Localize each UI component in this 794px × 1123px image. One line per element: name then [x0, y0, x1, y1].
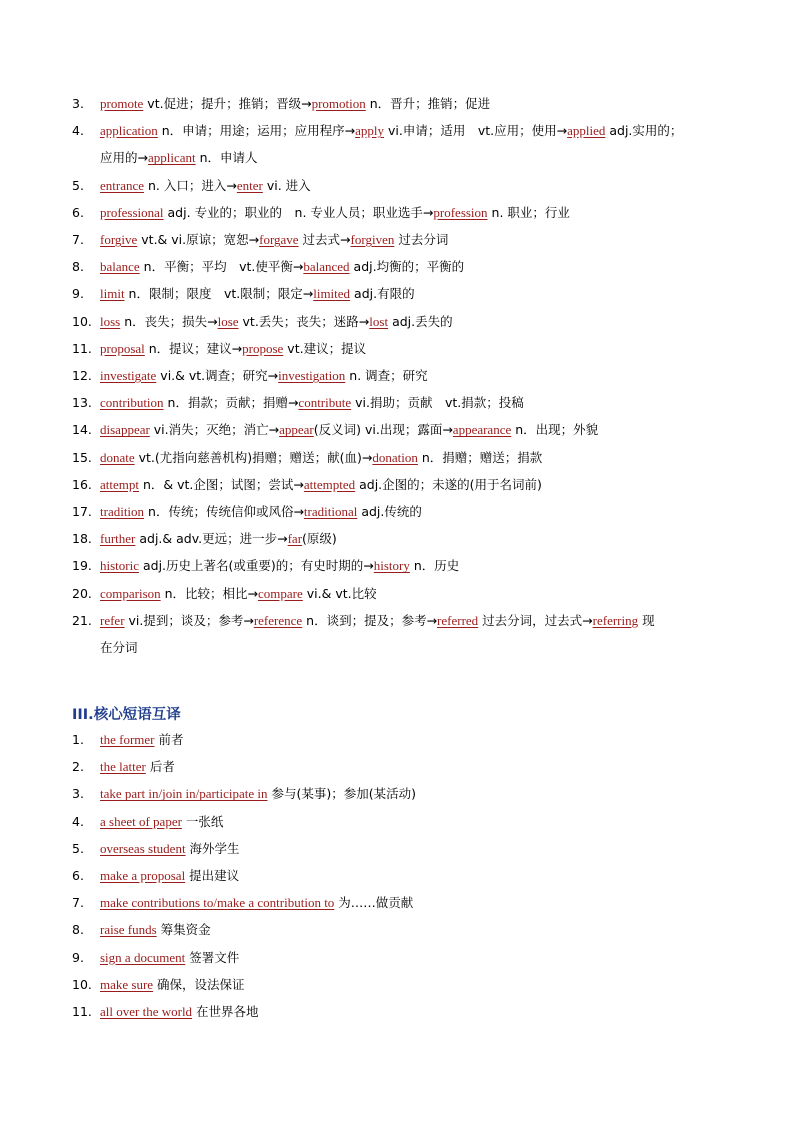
phrase-item: [72, 862, 740, 889]
item-number: 9.: [72, 286, 84, 302]
vocab-item: [72, 416, 740, 443]
definition-text: adj.历史上著名(或重要)的；有史时期的→: [139, 558, 374, 574]
vocab-item: [72, 253, 740, 280]
definition-text: n．平衡；平均 vt.使平衡→: [139, 259, 304, 275]
keyword: applicant: [147, 150, 196, 166]
keyword: donate: [100, 449, 135, 465]
phrase-english: the former: [100, 732, 155, 747]
vocab-item: [72, 117, 740, 171]
item-number: 16.: [72, 476, 92, 492]
definition-text: n．比较；相比→: [160, 585, 259, 601]
item-content: [100, 607, 740, 661]
definition-text: vt.丢失；丧失；迷路→: [238, 313, 370, 329]
section-title: III.核心短语互译: [72, 707, 181, 723]
phrase-list: [72, 726, 740, 1025]
item-number: 8.: [72, 922, 84, 938]
phrase-chinese: 后者: [145, 759, 175, 775]
phrase-item: [72, 971, 740, 998]
phrase-english: the latter: [100, 759, 146, 775]
keyword: proposal: [100, 340, 145, 356]
phrase-english: raise funds: [100, 922, 157, 938]
item-content: [100, 552, 740, 579]
item-number: 9.: [72, 949, 84, 965]
item-number: 17.: [72, 504, 92, 520]
phrase-english: all over the world: [100, 1004, 193, 1020]
phrase-item: [72, 753, 740, 780]
keyword: attempted: [303, 476, 356, 492]
phrase-item: [72, 835, 740, 862]
phrase-english: make contributions to/make a contribution to: [100, 895, 335, 911]
keyword: lost: [369, 313, 389, 329]
keyword: loss: [100, 313, 121, 329]
definition-text: vi.& vt.比较: [302, 585, 377, 601]
keyword: historic: [100, 558, 139, 574]
item-content: [100, 998, 740, 1025]
definition-text: n．历史: [409, 558, 460, 574]
keyword: far: [287, 531, 303, 547]
item-number: 3.: [72, 96, 84, 111]
definition-text: n．捐赠；赠送；捐款: [417, 449, 543, 465]
definition-text: n．申请人: [195, 150, 258, 166]
phrase-english: make a proposal: [100, 868, 186, 884]
item-content: [100, 199, 740, 226]
keyword: referring: [592, 612, 639, 628]
definition-text: n. 调查；研究: [345, 368, 428, 384]
item-number: 18.: [72, 531, 92, 547]
definition-text: n．& vt.企图；试图；尝试→: [139, 476, 304, 492]
definition-text: (反义词) vi.出现；露面→: [313, 422, 453, 438]
vocab-item: [72, 389, 740, 416]
definition-text: vi.消失；灭绝；消亡→: [149, 422, 280, 438]
keyword: compare: [258, 585, 303, 601]
item-content: [100, 362, 740, 389]
item-content: [100, 726, 740, 753]
keyword: traditional: [303, 504, 358, 520]
item-number: 5.: [72, 177, 84, 193]
definition-text: vi.捐助；贡献 vt.捐款；投稿: [351, 395, 524, 411]
item-content: [100, 580, 740, 607]
keyword: investigate: [100, 368, 157, 384]
item-number: 7.: [72, 232, 84, 248]
keyword: professional: [100, 204, 164, 220]
definition-text: n．申请；用途；运用；应用程序→: [157, 123, 356, 139]
keyword: limit: [100, 286, 125, 302]
keyword: donation: [372, 449, 418, 465]
item-number: 11.: [72, 340, 92, 356]
keyword: attempt: [100, 476, 139, 492]
definition-text: n. 职业；行业: [487, 204, 570, 220]
keyword: forgive: [100, 232, 138, 248]
vocab-item: [72, 172, 740, 199]
definition-text: 应用的→: [100, 150, 148, 166]
item-number: 6.: [72, 868, 84, 884]
item-number: 10.: [72, 976, 92, 992]
definition-text: n. 入口；进入→: [144, 177, 237, 193]
vocab-item: [72, 444, 740, 471]
definition-text: vt.& vi.原谅；宽恕→: [137, 232, 260, 248]
vocab-item: [72, 607, 740, 661]
item-number: 7.: [72, 895, 84, 911]
keyword: disappear: [100, 422, 150, 438]
item-number: 6.: [72, 204, 84, 220]
keyword: applied: [567, 123, 606, 139]
phrase-item: [72, 726, 740, 753]
item-number: 14.: [72, 422, 92, 438]
vocabulary-list: [72, 90, 740, 661]
phrase-english: overseas student: [100, 840, 186, 856]
keyword: history: [373, 558, 410, 574]
keyword: contribution: [100, 395, 164, 411]
phrase-english: make sure: [100, 976, 154, 992]
phrase-chinese: 确保，设法保证: [153, 976, 245, 992]
item-number: 4.: [72, 123, 84, 139]
item-number: 19.: [72, 558, 92, 574]
phrase-item: [72, 780, 740, 807]
phrase-chinese: 参与(某事)；参加(某活动): [267, 786, 416, 802]
phrase-english: sign a document: [100, 949, 186, 965]
keyword: propose: [242, 340, 284, 356]
phrase-item: [72, 808, 740, 835]
keyword: balanced: [303, 259, 350, 275]
definition-text: vt.建议；提议: [283, 340, 367, 356]
item-number: 13.: [72, 395, 92, 411]
definition-text: adj.有限的: [350, 286, 415, 302]
item-content: [100, 226, 740, 253]
definition-text: 过去分词，过去式→: [478, 612, 593, 628]
definition-text: adj.企图的；未遂的(用于名词前): [355, 476, 542, 492]
definition-text: n．提议；建议→: [144, 340, 243, 356]
definition-text: n．谈到；提及；参考→: [302, 612, 438, 628]
phrase-item: [72, 889, 740, 916]
vocab-item: [72, 525, 740, 552]
vocab-item: [72, 362, 740, 389]
item-content: [100, 117, 740, 171]
definition-text: vi.提到；谈及；参考→: [124, 612, 254, 628]
vocab-item: [72, 580, 740, 607]
item-content: [100, 253, 740, 280]
item-content: [100, 280, 740, 307]
definition-text: n．传统；传统信仰或风俗→: [144, 504, 304, 520]
item-number: 11.: [72, 1004, 92, 1020]
definition-text: (原级): [302, 531, 337, 547]
keyword: application: [100, 123, 158, 139]
phrase-item: [72, 998, 740, 1025]
phrase-chinese: 提出建议: [185, 868, 240, 884]
phrase-chinese: 在世界各地: [192, 1004, 259, 1020]
keyword: promotion: [311, 96, 366, 111]
phrase-chinese: 筹集资金: [156, 922, 211, 938]
keyword: referred: [437, 612, 479, 628]
definition-text: 现: [638, 612, 655, 628]
vocab-item: [72, 280, 740, 307]
item-number: 1.: [72, 732, 84, 747]
definition-text: adj.丢失的: [388, 313, 453, 329]
item-number: 10.: [72, 313, 92, 329]
vocab-item: [72, 226, 740, 253]
item-number: 2.: [72, 759, 84, 775]
item-content: [100, 753, 740, 780]
vocab-item: [72, 471, 740, 498]
keyword: refer: [100, 612, 125, 628]
definition-text: n．捐款；贡献；捐赠→: [163, 395, 299, 411]
definition-text: adj.传统的: [357, 504, 422, 520]
keyword: investigation: [278, 368, 346, 384]
item-number: 15.: [72, 449, 92, 465]
phrase-chinese: 签署文件: [185, 949, 240, 965]
vocab-item: [72, 90, 740, 117]
definition-text: adj.均衡的；平衡的: [349, 259, 465, 275]
phrase-item: [72, 944, 740, 971]
keyword: further: [100, 531, 136, 547]
item-content: [100, 498, 740, 525]
definition-text: vi.& vt.调查；研究→: [156, 368, 279, 384]
item-content: [100, 308, 740, 335]
definition-text: n．丧失；损失→: [120, 313, 218, 329]
item-content: [100, 916, 740, 943]
item-content: [100, 862, 740, 889]
definition-text: vt.促进；提升；推销；晋级→: [143, 96, 312, 111]
phrase-english: a sheet of paper: [100, 813, 182, 829]
definition-text: vi.申请；适用 vt.应用；使用→: [384, 123, 568, 139]
item-number: 8.: [72, 259, 84, 275]
keyword: comparison: [100, 585, 161, 601]
vocab-item: [72, 552, 740, 579]
phrase-english: take part in/join in/participate in: [100, 786, 268, 802]
item-number: 5.: [72, 840, 84, 856]
phrase-chinese: 为……做贡献: [334, 895, 414, 911]
item-content: [100, 90, 740, 117]
definition-text: 过去分词: [394, 232, 449, 248]
definition-text: adj. 专业的；职业的 n. 专业人员；职业选手→: [163, 204, 434, 220]
phrase-chinese: 海外学生: [185, 840, 240, 856]
keyword: contribute: [298, 395, 352, 411]
item-content: [100, 889, 740, 916]
item-content: [100, 389, 740, 416]
vocab-item: [72, 199, 740, 226]
vocab-item: [72, 335, 740, 362]
keyword: enter: [236, 177, 263, 193]
item-content: [100, 808, 740, 835]
item-content: [100, 525, 740, 552]
item-content: [100, 944, 740, 971]
keyword: lose: [217, 313, 239, 329]
item-content: [100, 971, 740, 998]
item-content: [100, 172, 740, 199]
phrase-item: [72, 916, 740, 943]
item-number: 3.: [72, 786, 84, 802]
definition-text: vi. 进入: [262, 177, 311, 193]
keyword: promote: [100, 96, 144, 111]
definition-text: n．限制；限度 vt.限制；限定→: [124, 286, 314, 302]
keyword: profession: [433, 204, 488, 220]
item-content: [100, 780, 740, 807]
phrase-chinese: 前者: [154, 732, 184, 747]
keyword: tradition: [100, 504, 145, 520]
item-content: [100, 416, 740, 443]
keyword: forgave: [259, 232, 299, 248]
item-content: [100, 444, 740, 471]
keyword: entrance: [100, 177, 145, 193]
vocab-item: [72, 308, 740, 335]
item-number: 20.: [72, 585, 92, 601]
definition-text: adj.实用的；: [605, 123, 683, 139]
definition-text: n．出现；外貌: [511, 422, 599, 438]
item-number: 4.: [72, 813, 84, 829]
keyword: forgiven: [350, 232, 395, 248]
keyword: limited: [313, 286, 351, 302]
item-number: 21.: [72, 612, 92, 628]
keyword: reference: [253, 612, 303, 628]
keyword: balance: [100, 259, 140, 275]
vocab-item: [72, 498, 740, 525]
keyword: appearance: [452, 422, 512, 438]
definition-text: 过去式→: [298, 232, 351, 248]
definition-text: 在分词: [100, 640, 138, 656]
definition-text: vt.(尤指向慈善机构)捐赠；赠送；献(血)→: [134, 449, 373, 465]
definition-text: adj.& adv.更远；进一步→: [135, 531, 288, 547]
phrase-chinese: 一张纸: [181, 813, 224, 829]
definition-text: n．晋升；推销；促进: [365, 96, 491, 111]
item-content: [100, 835, 740, 862]
keyword: apply: [355, 123, 385, 139]
item-content: [100, 335, 740, 362]
item-content: [100, 471, 740, 498]
item-number: 12.: [72, 368, 92, 384]
keyword: appear: [279, 422, 314, 438]
